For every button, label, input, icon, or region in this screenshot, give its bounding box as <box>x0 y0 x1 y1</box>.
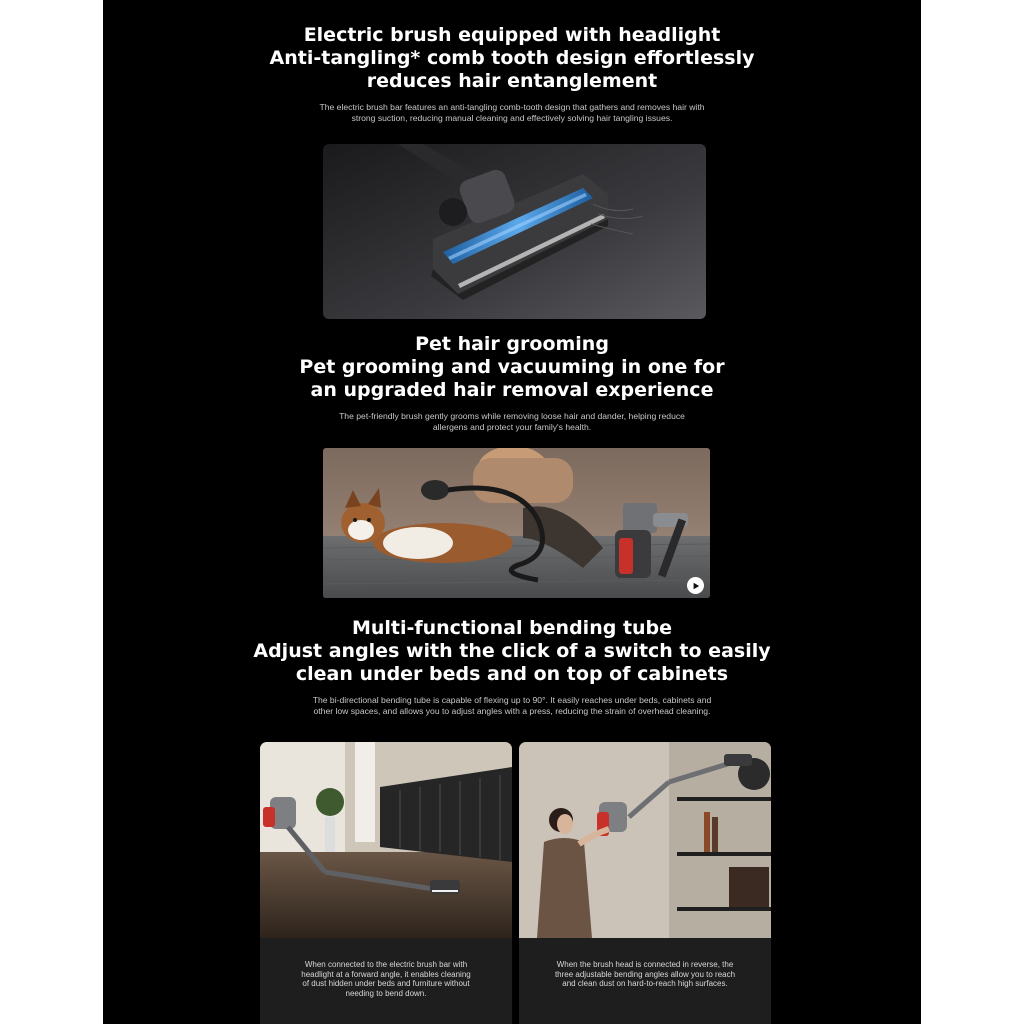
feature-card-under-furniture <box>260 742 512 1024</box>
under-furniture-photo <box>260 742 512 938</box>
high-surfaces-photo <box>519 742 771 938</box>
section-desc-pet-grooming: The pet-friendly brush gently grooms while removing loose hair and dander, helping reduce allergens and protect your family's health. <box>339 411 685 432</box>
pet-grooming-video[interactable] <box>323 448 710 598</box>
section-title-bending-tube: Multi-functional bending tube Adjust angles with the click of a switch to easily clean under beds and on top of cabinets <box>253 617 771 685</box>
product-page <box>103 0 921 1024</box>
card-caption-under-furniture: When connected to the electric brush bar with headlight at a forward angle, it enables cleaning of dust hidden under beds and furniture without needing to bend down. <box>301 960 471 998</box>
section-title-pet-grooming: Pet hair grooming Pet grooming and vacuuming in one for an upgraded hair removal experience <box>299 333 725 401</box>
section-desc-bending-tube: The bi-directional bending tube is capable of flexing up to 90°. It easily reaches under beds, cabinets and other low spaces, and allows you to adjust angles with a press, reducing the strain of overhead cleaning. <box>312 695 712 716</box>
section-desc-electric-brush: The electric brush bar features an anti-tangling comb-tooth design that gathers and removes hair with strong suction, reducing manual cleaning and effectively solving hair tangling issues. <box>319 102 705 123</box>
card-caption-high-surfaces: When the brush head is connected in reverse, the three adjustable bending angles allow you to reach and clean dust on hard-to-reach high surfaces. <box>554 960 736 989</box>
feature-card-high-surfaces <box>519 742 771 1024</box>
section-title-electric-brush: Electric brush equipped with headlight Anti-tangling* comb tooth design effortlessly reduces hair entanglement <box>269 24 755 92</box>
play-icon[interactable] <box>687 577 704 594</box>
brush-head-photo <box>323 144 706 319</box>
